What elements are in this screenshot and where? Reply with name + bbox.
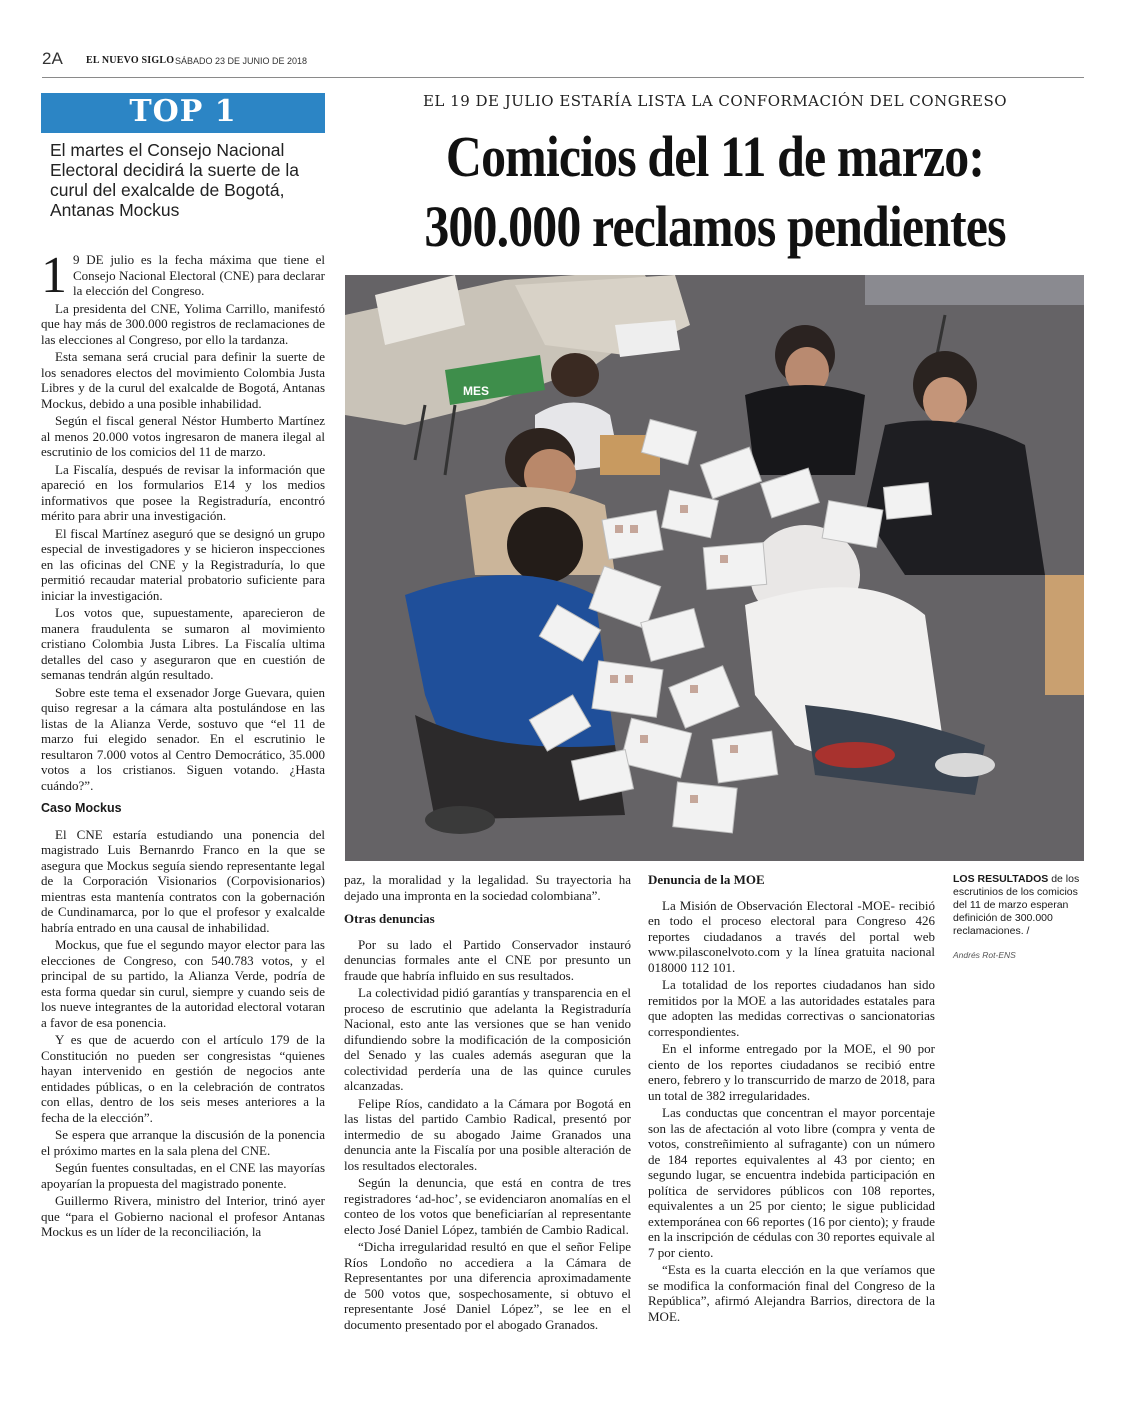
newspaper-name: EL NUEVO SIGLO	[86, 55, 175, 66]
page-number: 2A	[42, 49, 63, 68]
caption-lead: LOS RESULTADOS	[953, 873, 1049, 885]
paragraph: La colectividad pidió garantías y transparencia en el proceso de escrutinio que adelanta la Registraduría Nacional, esto ante las versiones que se han venido difundiendo sobre la modificación de la composición del Senado y las cuales además aseguran que la colectividad perdería una de las quince curules alcanzadas.	[344, 985, 631, 1093]
paragraph: Por su lado el Partido Conservador instauró denuncias formales ante el CNE por presunto un fraude que habría influido en sus resultados.	[344, 936, 631, 983]
paragraph: Felipe Ríos, candidato a la Cámara por Bogotá en las listas del partido Cambio Radical, presentó por intermedio de su abogado Jaime Granados una denuncia ante la Fiscalía por una posible alteración de los resultados electorales.	[344, 1095, 631, 1173]
article-column-1	[41, 247, 325, 1242]
paragraph: La Fiscalía, después de revisar la información que apareció en los formularios E14 y los medios informativos que posee la Registraduría, encontró mérito para abrir una investigación.	[41, 461, 325, 523]
top-box-title: TOP 1	[129, 94, 237, 129]
article-column-2	[344, 872, 631, 1334]
article-photo	[345, 275, 1084, 861]
drop-cap: 1	[41, 247, 67, 304]
photo-caption	[953, 873, 1085, 938]
top-box-subtitle: El martes el Consejo Nacional Electoral decidirá la suerte de la curul del exalcalde de Bogotá, Antanas Mockus	[50, 140, 300, 220]
paragraph: El CNE estaría estudiando una ponencia del magistrado Luis Bernanrdo Franco en la que se asegura que Mockus seguía siendo representante legal de la Corporación Visionarios (Corpovisionarios) mientras esta mantenía contratos con la gobernación de Cundinamarca, por lo que el profesor y exalcalde habría entrado en una causal de inhabilidad.	[41, 826, 325, 935]
paragraph: Esta semana será crucial para definir la suerte de los senadores electos del movimiento Colombia Justa Libres y de la curul del exalcalde de Bogotá, Antanas Mockus, debido a una posible inhabilidad.	[41, 349, 325, 411]
caption-text: de los escrutinios de los comicios del 11 de marzo esperan definición de 300.000 reclamaciones. /	[953, 873, 1080, 937]
paragraph: En el informe entregado por la MOE, el 90 por ciento de los reportes ciudadanos se recibió entre enero, febrero y lo transcurrido de marzo de 2018, para un total de 382 irregularidades.	[648, 1041, 935, 1103]
publication-date: SÁBADO 23 DE JUNIO DE 2018	[175, 56, 308, 66]
paragraph: La Misión de Observación Electoral -MOE- recibió en todo el proceso electoral para Congreso 426 reportes ciudadanos a través del portal web www.pilasconelvoto.com y la línea gratuita nacional 018000 112 101.	[648, 897, 935, 975]
paragraph: Guillermo Rivera, ministro del Interior, trinó ayer que “para el Gobierno nacional el profesor Antanas Mockus es un líder de la reconciliación, la	[41, 1193, 325, 1239]
paragraph: Las conductas que concentran el mayor porcentaje son las de afectación al voto libre (compra y venta de votos, constreñimiento al sufragante) con un número de 184 reportes equivalentes al 43 por ciento; en segundo lugar, se encuentra indebida participación en política de servidores públicos con 108 reportes, equivalentes a un 25 por ciento; le sigue publicidad extemporánea con 66 reportes (16 por ciento); y fraude en la inscripción de cédulas con 30 reportes equivale al 7 por ciento.	[648, 1105, 935, 1260]
subhead-caso-mockus: Caso Mockus	[41, 801, 122, 815]
paragraph: “Esta es la cuarta elección en la que veríamos que se modifica la conformación final del Congreso de la República”, afirmó Alejandra Barrios, directora de la MOE.	[648, 1262, 935, 1324]
header-divider	[42, 77, 1084, 78]
lead-paragraph: 9 DE julio es la fecha máxima que tiene el Consejo Nacional Electoral (CNE) para declarar la elección del Congreso.	[73, 252, 325, 298]
article-kicker: EL 19 DE JULIO ESTARÍA LISTA LA CONFORMACIÓN DEL CONGRESO	[422, 92, 1008, 110]
paragraph: La totalidad de los reportes ciudadanos han sido remitidos por la MOE a las autoridades estatales para que adopten las medidas correctivas o sancionatorias correspondientes.	[648, 977, 935, 1039]
paragraph: Los votos que, supuestamente, aparecieron de manera fraudulenta se sumaron al movimiento cristiano Colombia Justa Libres. La Fiscalía ultima detalles del caso y aseguraron que en cuestión de semanas tendrán algún resultado.	[41, 605, 325, 682]
headline-line-2: 300.000 reclamos pendientes	[424, 194, 1006, 259]
paragraph: El fiscal Martínez aseguró que se designó un grupo especial de investigadores y se hicieron inspecciones en las oficinas del CNE y la Registraduría, lo que permitió recaudar material probatorio suficiente para iniciar la investigación.	[41, 525, 325, 603]
subhead-otras-denuncias: Otras denuncias	[344, 911, 435, 926]
paragraph: Según la denuncia, que está en contra de tres registradores ‘ad-hoc’, se evidenciaron anomalías en el conteo de los votos que beneficiarían al representante electo José Daniel López, también de Cambio Radical.	[344, 1175, 631, 1237]
photo-credit: Andrés Rot-ENS	[953, 950, 1016, 960]
paragraph: La presidenta del CNE, Yolima Carrillo, manifestó que hay más de 300.000 registros de reclamaciones de las elecciones al Congreso, por ello la tardanza.	[41, 300, 325, 347]
svg-text:MES: MES	[463, 384, 490, 398]
headline-line-1: Comicios del 11 de marzo:	[445, 124, 985, 189]
article-column-3	[648, 872, 935, 1326]
paragraph: Mockus, que fue el segundo mayor elector para las elecciones de Congreso, con 540.783 votos, y el principal de su partido, la Alianza Verde, podría de esta forma quedar sin curul, siempre y cuando seis de los nueve integrantes de la autoridad electoral votaran a favor de esa ponencia.	[41, 937, 325, 1030]
paragraph: Sobre este tema el exsenador Jorge Guevara, quien quiso regresar a la cámara alta postulándose en las listas de la Alianza Verde, sostuvo que “el 11 de marzo fui elegido senador. En el escrutinio le resultaron 7.000 votos al Centro Democrático, 35.000 votos a los cristianos. Siguen votando. ¿Hasta cuándo?”.	[41, 684, 325, 793]
paragraph: “Dicha irregularidad resultó en que el señor Felipe Ríos Londoño no accediera a la Cámara de Representantes por una diferencia aproximadamente de 500 votos que, sospechosamente, si obtuvo el representante José Daniel López”, se lee en el documento presentado por el abogado Granados.	[344, 1239, 631, 1332]
paragraph: Según el fiscal general Néstor Humberto Martínez al menos 20.000 votos ingresaron de manera ilegal al escrutinio de los comicios del 11 de marzo.	[41, 413, 325, 459]
paragraph: paz, la moralidad y la legalidad. Su trayectoria ha dejado una impronta en la sociedad colombiana”.	[344, 872, 631, 903]
paragraph: Se espera que arranque la discusión de la ponencia el próximo martes en la sala plena del CNE.	[41, 1127, 325, 1158]
paragraph: Según fuentes consultadas, en el CNE las mayorías apoyarían la propuesta del magistrado ponente.	[41, 1160, 325, 1191]
paragraph: Y es que de acuerdo con el artículo 179 de la Constitución no pueden ser congresistas “quienes hayan intervenido en gestión de negocios ante entidades públicas, o en la celebración de contratos con ellas, dentro de los seis meses anteriores a la fecha de la elección”.	[41, 1032, 325, 1125]
subhead-denuncia-moe: Denuncia de la MOE	[648, 872, 765, 887]
